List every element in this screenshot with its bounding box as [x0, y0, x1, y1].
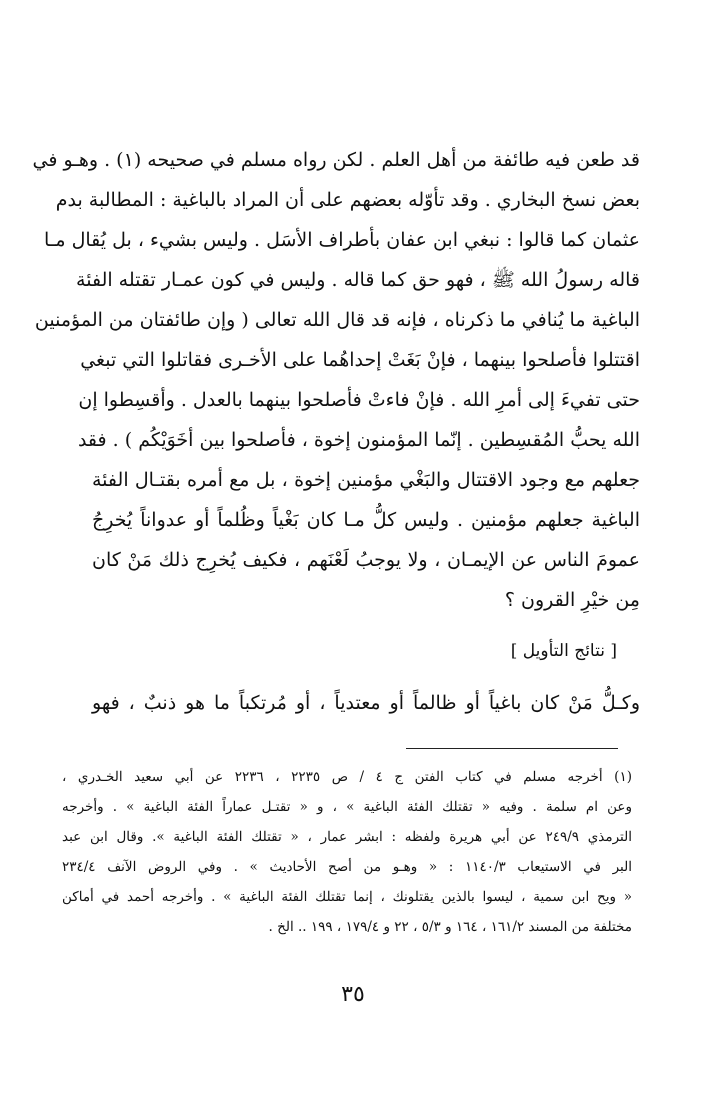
footnote-line: البر في الاستيعاب ١١٤٠/٣ : « وهـو من أصح الأحاديث » . وفي الروض الآنف ٢٣٤/٤ — [62, 859, 632, 875]
footnote-line: (١) أخرجه مسلم في كتاب الفتن ج ٤ / ص ٢٢٣٥ ، ٢٢٣٦ عن أبي سعيد الخـدري ، — [62, 769, 632, 785]
main-text-block — [32, 140, 640, 620]
body-line: مِن خيْرِ القرون ؟ — [504, 589, 640, 611]
footnote-divider — [406, 748, 618, 749]
body-line: جعلهم مع وجود الاقتتال والبَغْي مؤمنين إخوة ، بل مع أمره بقتـال الفئة — [92, 469, 640, 491]
body-line: قد طعن فيه طائفة من أهل العلم . لكن رواه مسلم في صحيحه (١) . وهـو في — [32, 149, 640, 171]
body-line: عمومَ الناس عن الإيمـان ، ولا يوجبُ لَعْنَهم ، فكيف يُخرِج ذلك مَنْ كان — [92, 549, 640, 571]
section-heading: [ نتائج التأويل ] — [510, 641, 617, 661]
page-number: ٣٥ — [341, 982, 365, 1007]
body-line: الباغية ما يُنافي ما ذكرناه ، فإنه قد قال الله تعالى ( وإن طائفتان من المؤمنين — [34, 309, 640, 331]
closing-line: وكـلُّ مَنْ كان باغياً أو ظالماً أو معتدياً ، أو مُرتكباً ما هو ذنبٌ ، فهو — [92, 692, 640, 714]
footnotes-block — [62, 762, 632, 942]
footnote-line: وعن ام سلمة . وفيه « تقتلك الفئة الباغية » ، و « تقتـل عماراً الفئة الباغية » . وأخرجه — [62, 799, 632, 815]
body-line: اقتتلوا فأصلحوا بينهما ، فإنْ بَغَتْ إحداهُما على الأخـرى فقاتلوا التي تبغي — [80, 349, 640, 371]
body-line: عثمان كما قالوا : نبغي ابن عفان بأطراف الأسَل . وليس بشيء ، بل يُقال مـا — [44, 229, 640, 251]
body-line: الله يحبُّ المُقسِطين . إنّما المؤمنون إخوة ، فأصلحوا بين أخَوَيْكُم ) . فقد — [77, 429, 640, 451]
body-line: قاله رسولُ الله ﷺ ، فهو حق كما قاله . وليس في كون عمـار تقتله الفئة — [76, 269, 640, 291]
footnote-line: مختلفة من المسند ١٦١/٢ ، ١٦٤ و ٥/٣ ، ٢٢ و ١٧٩/٤ ، ١٩٩ .. الخ . — [268, 919, 632, 935]
body-line: حتى تفيءَ إلى أمرِ الله . فإنْ فاءتْ فأصلحوا بينهما بالعدل . وأقسِطوا إن — [78, 389, 640, 411]
footnote-line: « ويح ابن سمية ، ليسوا بالذين يقتلونك ، إنما تقتلك الفئة الباغية » . وأخرجه أحمد في أماكن — [62, 889, 632, 905]
body-line: الباغية جعلهم مؤمنين . وليس كلُّ مـا كان بَغْياً وظُلماً أو عدواناً يُخرِجُ — [92, 509, 640, 531]
body-line: بعض نسخ البخاري . وقد تأوّله بعضهم على أن المراد بالباغية : المطالبة بدم — [55, 189, 640, 211]
footnote-line: الترمذي ٢٤٩/٩ عن أبي هريرة ولفظه : ابشر عمار ، « تقتلك الفئة الباغية ». وقال ابن عبد — [62, 829, 633, 845]
